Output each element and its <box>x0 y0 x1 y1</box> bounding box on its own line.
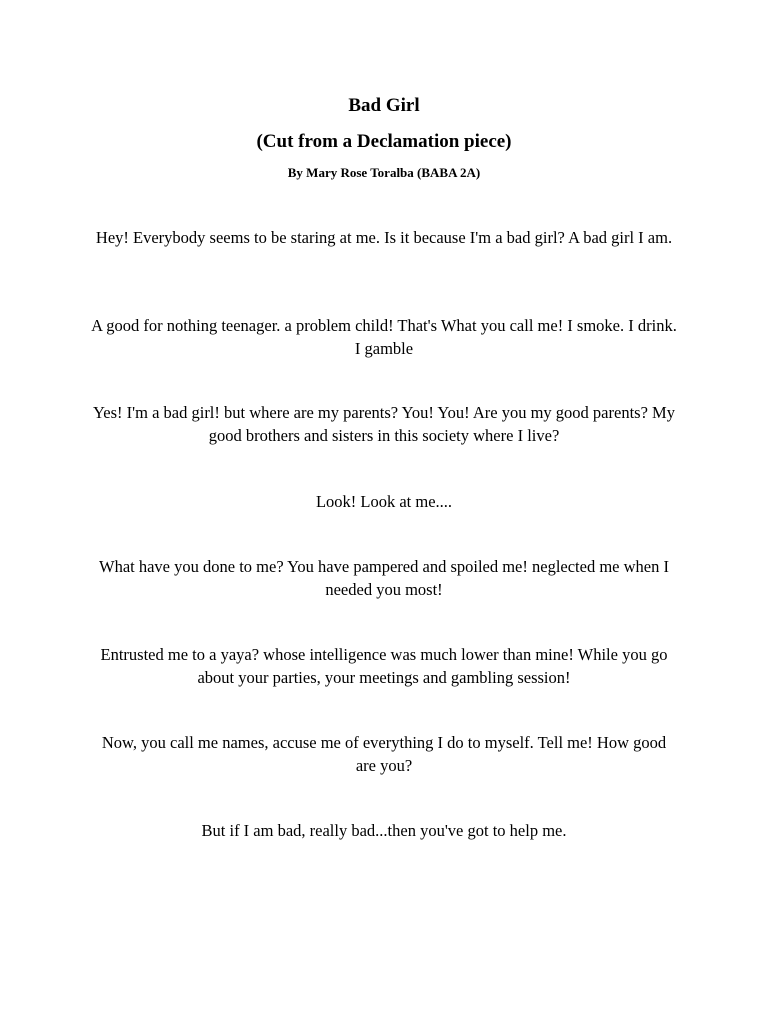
paragraph-2: A good for nothing teenager. a problem child! That's What you call me! I smoke. I drink. I gamble <box>91 316 677 358</box>
paragraph-7: Now, you call me names, accuse me of everything I do to myself. Tell me! How good are you? <box>101 733 667 775</box>
paragraph-5: What have you done to me? You have pampered and spoiled me! neglected me when I needed you most! <box>99 557 669 599</box>
paragraph-1: Hey! Everybody seems to be staring at me. Is it because I'm a bad girl? A bad girl I am. <box>95 228 673 247</box>
paragraph-8: But if I am bad, really bad...then you've got to help me. <box>201 821 567 840</box>
paragraph-4: Look! Look at me.... <box>315 492 453 511</box>
document-subtitle: (Cut from a Declamation piece) <box>256 131 512 152</box>
paragraph-3: Yes! I'm a bad girl! but where are my parents? You! You! Are you my good parents? My good brothers and sisters in this society where I live? <box>93 403 675 445</box>
document-title: Bad Girl <box>348 95 420 116</box>
paragraph-6: Entrusted me to a yaya? whose intelligence was much lower than mine! While you go about your parties, your meetings and gambling session! <box>100 645 668 687</box>
document-byline: By Mary Rose Toralba (BABA 2A) <box>287 165 481 180</box>
